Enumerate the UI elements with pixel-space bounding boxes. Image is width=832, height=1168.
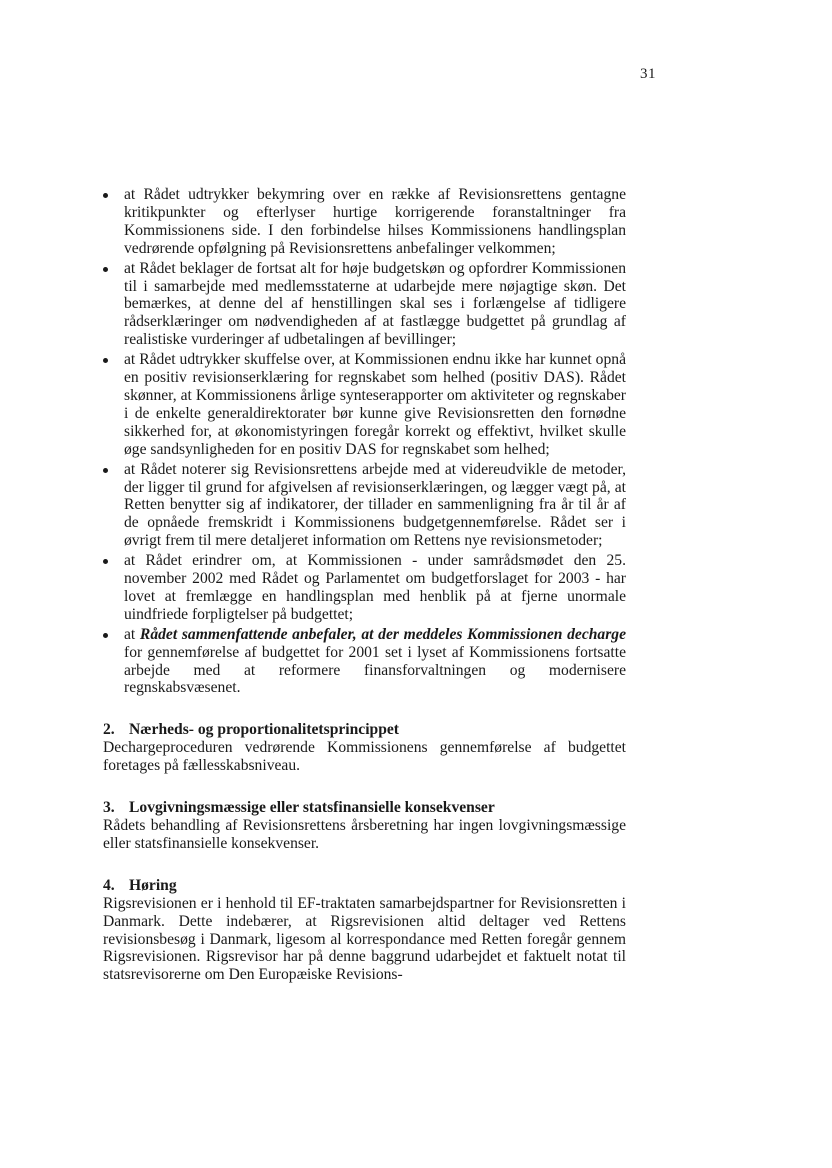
document-body: [103, 186, 626, 984]
page-number: 31: [640, 66, 656, 82]
section-body: Rådets behandling af Revisionsrettens årsberetning har ingen lovgivningsmæssige eller statsfinansielle konsekvenser.: [103, 817, 626, 852]
section-body: Rigsrevisionen er i henhold til EF-traktaten samarbejdspartner for Revisionsretten i Danmark. Dette indebærer, at Rigsrevisionen altid deltager ved Rettens revisionsbesøg i Danmark, ligesom al korrespondance med Retten foregår gennem Rigsrevisionen. Rigsrevisor har på denne baggrund udarbejdet et faktuelt notat til statsrevisorerne om Den Europæiske Revisions-: [103, 894, 626, 984]
section-hearing: [103, 877, 626, 984]
section-subsidiarity: [103, 721, 626, 775]
bullet-icon: [103, 633, 108, 638]
section-heading: 3. Lovgivningsmæssige eller statsfinansielle konsekvenser: [103, 799, 495, 817]
bullet-icon: [103, 267, 108, 272]
list-item: at Rådet erindrer om, at Kommissionen - under samrådsmødet den 25. november 2002 med Rådet og Parlamentet om budgetforslaget for 2003 - har lovet at fremlægge en handlingsplan med henblik på at fjerne unormale uindfriede forpligtelser på budgettet;: [103, 552, 626, 624]
section-heading: 2. Nærheds- og proportionalitetsprincippet: [103, 721, 400, 739]
bullet-icon: [103, 559, 108, 564]
emphasized-recommendation: Rådet sammenfattende anbefaler, at der meddeles Kommissionen decharge: [139, 625, 627, 643]
section-consequences: [103, 799, 626, 853]
section-body: Dechargeproceduren vedrørende Kommissionens gennemførelse af budgettet foretages på fællesskabsniveau.: [103, 739, 626, 775]
bullet-icon: [103, 193, 108, 198]
list-item: at Rådet udtrykker skuffelse over, at Kommissionen endnu ikke har kunnet opnå en positiv revisionserklæring for regnskabet som helhed (positiv DAS). Rådet skønner, at Kommissionens årlige synteserapporter om aktiviteter og regnskaber i de enkelte generaldirektorater bør kunne give Revisionsretten den fornødne sikkerhed for, at økonomistyringen foregår korrekt og effektivt, hvilket skulle øge sandsynligheden for en positiv DAS for regnskabet som helhed;: [103, 351, 626, 458]
bullet-icon: [103, 358, 108, 363]
list-item: at Rådet noterer sig Revisionsrettens arbejde med at videreudvikle de metoder, der ligger til grund for afgivelsen af revisionserklæringen, og lægger vægt på, at Retten benytter sig af indikatorer, der tillader en sammenligning fra år til år af de opnåede fremskridt i Kommissionens budgetgennemførelse. Rådet ser i øvrigt frem til mere detaljeret information om Rettens nye revisionsmetoder;: [103, 461, 626, 551]
list-item: at Rådet udtrykker bekymring over en række af Revisionsrettens gentagne kritikpunkter og efterlyser hurtige korrigerende foranstaltninger fra Kommissionens side. I den forbindelse hilses Kommissionens handlingsplan vedrørende opfølgning på Revisionsrettens anbefalinger velkommen;: [103, 186, 626, 258]
recommendation-list: [103, 186, 626, 697]
section-heading: 4. Høring: [103, 876, 177, 894]
list-item: at Rådet beklager de fortsat alt for høje budgetskøn og opfordrer Kommissionen til i samarbejde med medlemsstaterne at udarbejde mere nøjagtige skøn. Det bemærkes, at denne del af henstillingen skal ses i forlængelse af tidligere rådserklæringer om nødvendigheden af at fastlægge budgettet på grundlag af realistiske vurderinger af udbetalingen af bevillinger;: [103, 260, 626, 350]
list-item: at Rådet sammenfattende anbefaler, at der meddeles Kommissionen decharge for gennemførelse af budgettet for 2001 set i lyset af Kommissionens fortsatte arbejde med at reformere finansforvaltningen og modernisere regnskabsvæsenet.: [103, 626, 626, 698]
bullet-icon: [103, 468, 108, 473]
